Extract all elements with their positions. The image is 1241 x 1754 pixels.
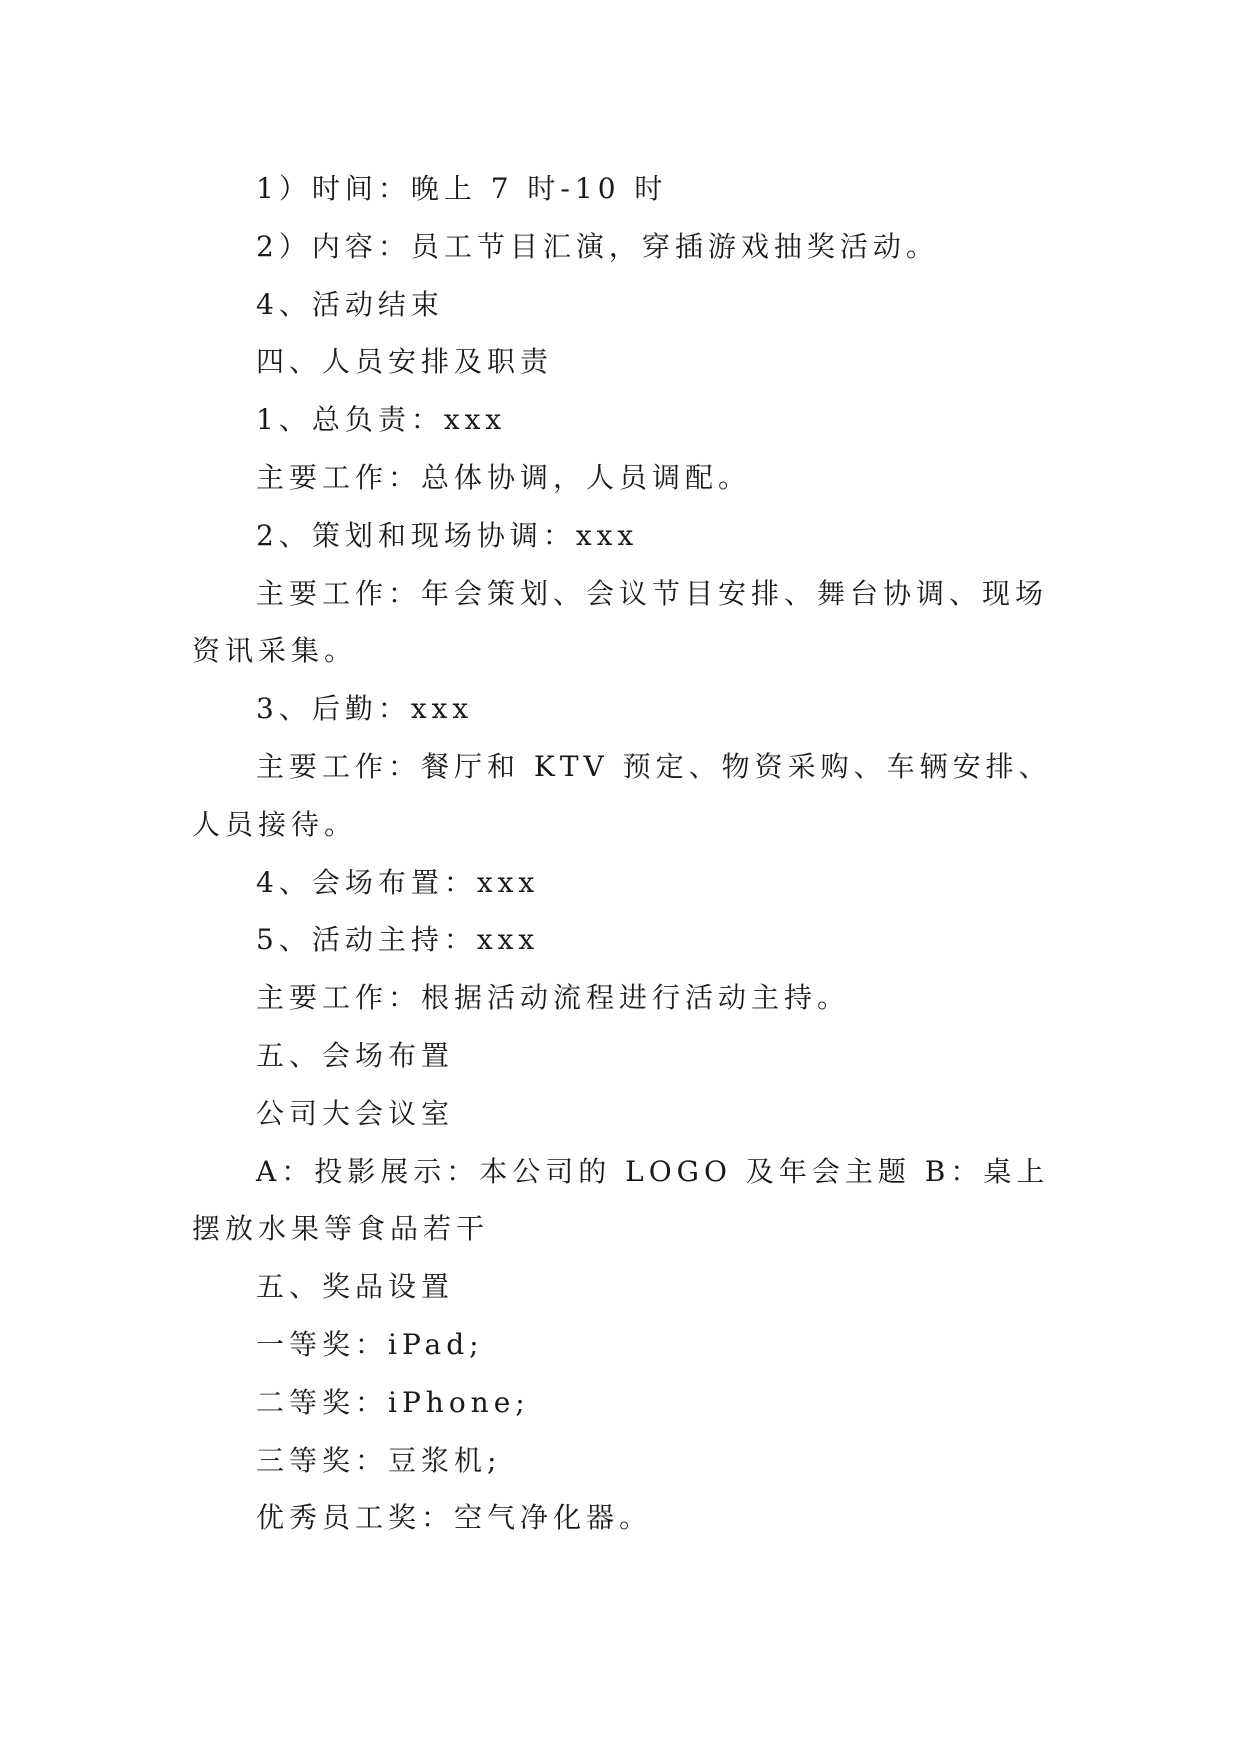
venue-details: A：投影展示：本公司的 LOGO 及年会主题 B：桌上摆放水果等食品若干 [192, 1154, 1050, 1246]
item-time: 1）时间：晚上 7 时-10 时 [256, 172, 668, 205]
section-heading-staff: 四、人员安排及职责 [256, 345, 554, 379]
role-logistics-duties: 主要工作：餐厅和 KTV 预定、物资采购、车辆安排、人员接待。 [192, 749, 1052, 841]
item-activity-end: 4、活动结束 [256, 287, 444, 321]
prize-third: 三等奖：豆浆机; [256, 1443, 502, 1477]
role-venue-setup: 4、会场布置：xxx [256, 865, 540, 899]
role-host: 5、活动主持：xxx [256, 923, 540, 957]
item-content: 2）内容：员工节目汇演，穿插游戏抽奖活动。 [256, 229, 939, 263]
role-logistics: 3、后勤：xxx [256, 692, 474, 726]
section-heading-venue: 五、会场布置 [256, 1038, 455, 1072]
role-host-duties: 主要工作：根据活动流程进行活动主持。 [256, 981, 851, 1015]
venue-location: 公司大会议室 [256, 1096, 455, 1130]
prize-first: 一等奖：iPad; [256, 1327, 484, 1361]
role-planning-duties: 主要工作：年会策划、会议节目安排、舞台协调、现场资讯采集。 [192, 576, 1049, 668]
prize-outstanding-employee: 优秀员工奖：空气净化器。 [256, 1501, 653, 1535]
prize-second: 二等奖：iPhone; [256, 1385, 530, 1419]
section-heading-prizes: 五、奖品设置 [256, 1270, 455, 1304]
role-general-lead: 1、总负责：xxx [256, 403, 507, 437]
role-general-lead-duties: 主要工作：总体协调，人员调配。 [256, 460, 752, 494]
document-page [192, 160, 1052, 1547]
role-planning: 2、策划和现场协调：xxx [256, 518, 639, 552]
